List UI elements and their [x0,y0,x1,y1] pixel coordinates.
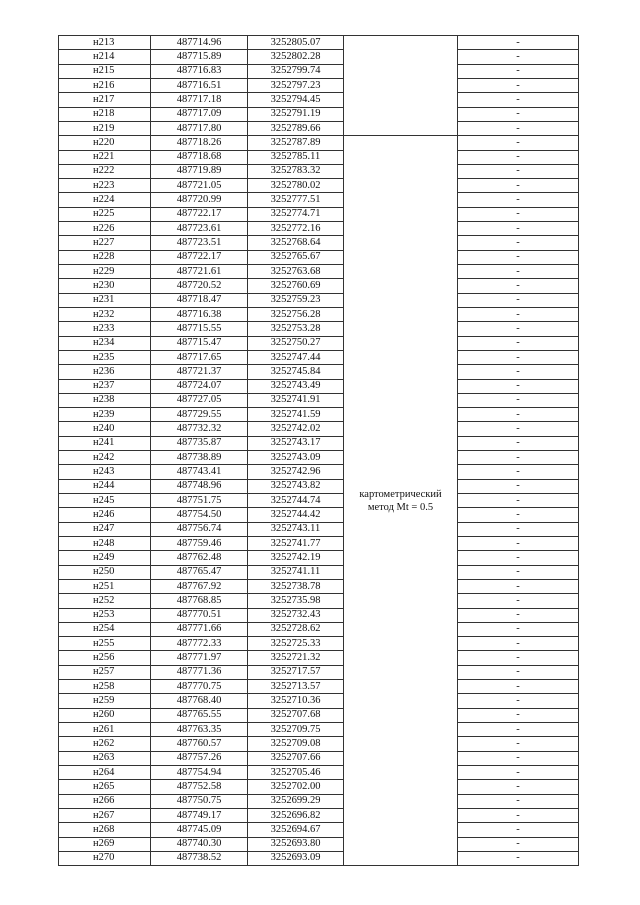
x-coordinate-cell: 487749.17 [151,808,248,822]
x-coordinate-cell: 487719.89 [151,164,248,178]
x-coordinate-cell: 487762.48 [151,551,248,565]
point-name-cell: н236 [59,365,151,379]
y-coordinate-cell: 3252738.78 [248,579,344,593]
y-coordinate-cell: 3252742.02 [248,422,344,436]
accuracy-cell: - [458,808,579,822]
point-name-cell: н238 [59,393,151,407]
x-coordinate-cell: 487715.47 [151,336,248,350]
accuracy-cell: - [458,78,579,92]
table-row [59,179,579,193]
accuracy-cell: - [458,637,579,651]
table-row [59,808,579,822]
table-row [59,594,579,608]
x-coordinate-cell: 487771.36 [151,665,248,679]
y-coordinate-cell: 3252742.19 [248,551,344,565]
x-coordinate-cell: 487722.17 [151,250,248,264]
y-coordinate-cell: 3252765.67 [248,250,344,264]
x-coordinate-cell: 487740.30 [151,837,248,851]
point-name-cell: н265 [59,780,151,794]
y-coordinate-cell: 3252797.23 [248,78,344,92]
table-row [59,365,579,379]
x-coordinate-cell: 487738.89 [151,451,248,465]
point-name-cell: н213 [59,36,151,50]
table-row [59,451,579,465]
accuracy-cell: - [458,579,579,593]
y-coordinate-cell: 3252750.27 [248,336,344,350]
accuracy-cell: - [458,236,579,250]
x-coordinate-cell: 487738.52 [151,851,248,865]
table-row [59,93,579,107]
y-coordinate-cell: 3252802.28 [248,50,344,64]
point-name-cell: н249 [59,551,151,565]
y-coordinate-cell: 3252768.64 [248,236,344,250]
table-row [59,336,579,350]
y-coordinate-cell: 3252789.66 [248,121,344,135]
x-coordinate-cell: 487724.07 [151,379,248,393]
table-row [59,780,579,794]
accuracy-cell: - [458,622,579,636]
x-coordinate-cell: 487732.32 [151,422,248,436]
x-coordinate-cell: 487772.33 [151,637,248,651]
x-coordinate-cell: 487727.05 [151,393,248,407]
point-name-cell: н246 [59,508,151,522]
table-row [59,508,579,522]
y-coordinate-cell: 3252728.62 [248,622,344,636]
y-coordinate-cell: 3252756.28 [248,307,344,321]
table-row [59,36,579,50]
x-coordinate-cell: 487757.26 [151,751,248,765]
table-row [59,436,579,450]
y-coordinate-cell: 3252744.42 [248,508,344,522]
x-coordinate-cell: 487768.40 [151,694,248,708]
table-row [59,565,579,579]
accuracy-cell: - [458,837,579,851]
table-row [59,765,579,779]
accuracy-cell: - [458,179,579,193]
table-row [59,737,579,751]
table-row [59,207,579,221]
y-coordinate-cell: 3252713.57 [248,680,344,694]
point-name-cell: н270 [59,851,151,865]
accuracy-cell: - [458,751,579,765]
table-row [59,680,579,694]
accuracy-cell: - [458,708,579,722]
x-coordinate-cell: 487754.50 [151,508,248,522]
y-coordinate-cell: 3252743.09 [248,451,344,465]
x-coordinate-cell: 487721.61 [151,265,248,279]
x-coordinate-cell: 487723.51 [151,236,248,250]
accuracy-cell: - [458,121,579,135]
table-row [59,136,579,150]
x-coordinate-cell: 487729.55 [151,408,248,422]
table-row [59,279,579,293]
table-row [59,479,579,493]
point-name-cell: н264 [59,765,151,779]
point-name-cell: н235 [59,350,151,364]
y-coordinate-cell: 3252763.68 [248,265,344,279]
x-coordinate-cell: 487771.66 [151,622,248,636]
y-coordinate-cell: 3252721.32 [248,651,344,665]
x-coordinate-cell: 487748.96 [151,479,248,493]
x-coordinate-cell: 487720.99 [151,193,248,207]
accuracy-cell: - [458,336,579,350]
table-row [59,536,579,550]
table-row [59,193,579,207]
table-row [59,78,579,92]
point-name-cell: н224 [59,193,151,207]
y-coordinate-cell: 3252747.44 [248,350,344,364]
x-coordinate-cell: 487723.61 [151,222,248,236]
x-coordinate-cell: 487750.75 [151,794,248,808]
x-coordinate-cell: 487716.51 [151,78,248,92]
table-row [59,823,579,837]
point-name-cell: н243 [59,465,151,479]
point-name-cell: н227 [59,236,151,250]
x-coordinate-cell: 487770.51 [151,608,248,622]
x-coordinate-cell: 487765.47 [151,565,248,579]
point-name-cell: н257 [59,665,151,679]
accuracy-cell: - [458,50,579,64]
point-name-cell: н267 [59,808,151,822]
point-name-cell: н226 [59,222,151,236]
x-coordinate-cell: 487771.97 [151,651,248,665]
y-coordinate-cell: 3252699.29 [248,794,344,808]
point-name-cell: н245 [59,494,151,508]
table-row [59,265,579,279]
point-name-cell: н221 [59,150,151,164]
accuracy-cell: - [458,508,579,522]
x-coordinate-cell: 487717.18 [151,93,248,107]
accuracy-cell: - [458,780,579,794]
table-row [59,250,579,264]
point-name-cell: н216 [59,78,151,92]
point-name-cell: н269 [59,837,151,851]
accuracy-cell: - [458,322,579,336]
accuracy-cell: - [458,207,579,221]
point-name-cell: н266 [59,794,151,808]
table-row [59,164,579,178]
y-coordinate-cell: 3252760.69 [248,279,344,293]
x-coordinate-cell: 487721.37 [151,365,248,379]
method-cell-top [344,36,458,136]
x-coordinate-cell: 487745.09 [151,823,248,837]
y-coordinate-cell: 3252735.98 [248,594,344,608]
table-row [59,422,579,436]
point-name-cell: н220 [59,136,151,150]
x-coordinate-cell: 487756.74 [151,522,248,536]
accuracy-cell: - [458,365,579,379]
table-row [59,794,579,808]
accuracy-cell: - [458,465,579,479]
table-row [59,694,579,708]
point-name-cell: н233 [59,322,151,336]
point-name-cell: н258 [59,680,151,694]
accuracy-cell: - [458,765,579,779]
x-coordinate-cell: 487735.87 [151,436,248,450]
x-coordinate-cell: 487767.92 [151,579,248,593]
accuracy-cell: - [458,494,579,508]
table-row [59,121,579,135]
y-coordinate-cell: 3252783.32 [248,164,344,178]
table-row [59,64,579,78]
point-name-cell: н214 [59,50,151,64]
accuracy-cell: - [458,150,579,164]
accuracy-cell: - [458,565,579,579]
table-row [59,222,579,236]
point-name-cell: н240 [59,422,151,436]
y-coordinate-cell: 3252709.75 [248,723,344,737]
method-cell: картометрический метод Mt = 0.5 [344,136,458,866]
table-row [59,379,579,393]
y-coordinate-cell: 3252794.45 [248,93,344,107]
point-name-cell: н253 [59,608,151,622]
point-name-cell: н237 [59,379,151,393]
y-coordinate-cell: 3252743.82 [248,479,344,493]
accuracy-cell: - [458,393,579,407]
y-coordinate-cell: 3252743.17 [248,436,344,450]
x-coordinate-cell: 487717.09 [151,107,248,121]
accuracy-cell: - [458,164,579,178]
accuracy-cell: - [458,594,579,608]
accuracy-cell: - [458,222,579,236]
point-name-cell: н248 [59,536,151,550]
table-row [59,837,579,851]
y-coordinate-cell: 3252741.11 [248,565,344,579]
y-coordinate-cell: 3252693.80 [248,837,344,851]
table-row [59,708,579,722]
table-row [59,751,579,765]
accuracy-cell: - [458,408,579,422]
y-coordinate-cell: 3252744.74 [248,494,344,508]
accuracy-cell: - [458,823,579,837]
x-coordinate-cell: 487718.26 [151,136,248,150]
table-row [59,150,579,164]
x-coordinate-cell: 487765.55 [151,708,248,722]
accuracy-cell: - [458,651,579,665]
x-coordinate-cell: 487743.41 [151,465,248,479]
accuracy-cell: - [458,723,579,737]
y-coordinate-cell: 3252774.71 [248,207,344,221]
accuracy-cell: - [458,265,579,279]
table-row [59,408,579,422]
accuracy-cell: - [458,279,579,293]
table-row [59,665,579,679]
x-coordinate-cell: 487720.52 [151,279,248,293]
point-name-cell: н225 [59,207,151,221]
point-name-cell: н256 [59,651,151,665]
table-row [59,579,579,593]
x-coordinate-cell: 487721.05 [151,179,248,193]
coordinates-table-body [59,36,579,866]
y-coordinate-cell: 3252696.82 [248,808,344,822]
y-coordinate-cell: 3252694.67 [248,823,344,837]
point-name-cell: н239 [59,408,151,422]
point-name-cell: н228 [59,250,151,264]
x-coordinate-cell: 487715.89 [151,50,248,64]
y-coordinate-cell: 3252693.09 [248,851,344,865]
accuracy-cell: - [458,250,579,264]
table-row [59,608,579,622]
point-name-cell: н250 [59,565,151,579]
table-row [59,494,579,508]
point-name-cell: н229 [59,265,151,279]
point-name-cell: н244 [59,479,151,493]
point-name-cell: н217 [59,93,151,107]
accuracy-cell: - [458,293,579,307]
point-name-cell: н260 [59,708,151,722]
y-coordinate-cell: 3252732.43 [248,608,344,622]
table-row [59,236,579,250]
accuracy-cell: - [458,737,579,751]
table-row [59,107,579,121]
accuracy-cell: - [458,680,579,694]
x-coordinate-cell: 487717.80 [151,121,248,135]
table-row [59,465,579,479]
point-name-cell: н259 [59,694,151,708]
y-coordinate-cell: 3252787.89 [248,136,344,150]
table-row [59,851,579,865]
y-coordinate-cell: 3252777.51 [248,193,344,207]
accuracy-cell: - [458,436,579,450]
point-name-cell: н251 [59,579,151,593]
point-name-cell: н231 [59,293,151,307]
table-row [59,651,579,665]
y-coordinate-cell: 3252780.02 [248,179,344,193]
accuracy-cell: - [458,64,579,78]
accuracy-cell: - [458,350,579,364]
point-name-cell: н222 [59,164,151,178]
table-row [59,307,579,321]
y-coordinate-cell: 3252791.19 [248,107,344,121]
accuracy-cell: - [458,422,579,436]
table-row [59,551,579,565]
x-coordinate-cell: 487714.96 [151,36,248,50]
accuracy-cell: - [458,307,579,321]
y-coordinate-cell: 3252742.96 [248,465,344,479]
point-name-cell: н262 [59,737,151,751]
point-name-cell: н255 [59,637,151,651]
x-coordinate-cell: 487716.83 [151,64,248,78]
point-name-cell: н223 [59,179,151,193]
y-coordinate-cell: 3252710.36 [248,694,344,708]
table-row [59,622,579,636]
y-coordinate-cell: 3252759.23 [248,293,344,307]
x-coordinate-cell: 487770.75 [151,680,248,694]
x-coordinate-cell: 487717.65 [151,350,248,364]
point-name-cell: н241 [59,436,151,450]
x-coordinate-cell: 487760.57 [151,737,248,751]
accuracy-cell: - [458,93,579,107]
x-coordinate-cell: 487768.85 [151,594,248,608]
point-name-cell: н254 [59,622,151,636]
y-coordinate-cell: 3252741.77 [248,536,344,550]
point-name-cell: н232 [59,307,151,321]
coordinates-table [58,35,579,866]
accuracy-cell: - [458,694,579,708]
accuracy-cell: - [458,479,579,493]
x-coordinate-cell: 487759.46 [151,536,248,550]
table-row [59,393,579,407]
accuracy-cell: - [458,36,579,50]
point-name-cell: н219 [59,121,151,135]
table-row [59,637,579,651]
y-coordinate-cell: 3252705.46 [248,765,344,779]
y-coordinate-cell: 3252707.68 [248,708,344,722]
point-name-cell: н234 [59,336,151,350]
accuracy-cell: - [458,379,579,393]
accuracy-cell: - [458,536,579,550]
accuracy-cell: - [458,451,579,465]
point-name-cell: н252 [59,594,151,608]
accuracy-cell: - [458,608,579,622]
point-name-cell: н230 [59,279,151,293]
x-coordinate-cell: 487754.94 [151,765,248,779]
y-coordinate-cell: 3252725.33 [248,637,344,651]
point-name-cell: н247 [59,522,151,536]
y-coordinate-cell: 3252805.07 [248,36,344,50]
y-coordinate-cell: 3252772.16 [248,222,344,236]
x-coordinate-cell: 487716.38 [151,307,248,321]
y-coordinate-cell: 3252741.59 [248,408,344,422]
accuracy-cell: - [458,107,579,121]
table-row [59,50,579,64]
point-name-cell: н261 [59,723,151,737]
table-row [59,322,579,336]
y-coordinate-cell: 3252743.11 [248,522,344,536]
accuracy-cell: - [458,136,579,150]
y-coordinate-cell: 3252799.74 [248,64,344,78]
x-coordinate-cell: 487763.35 [151,723,248,737]
y-coordinate-cell: 3252785.11 [248,150,344,164]
x-coordinate-cell: 487722.17 [151,207,248,221]
y-coordinate-cell: 3252745.84 [248,365,344,379]
x-coordinate-cell: 487752.58 [151,780,248,794]
x-coordinate-cell: 487715.55 [151,322,248,336]
point-name-cell: н218 [59,107,151,121]
table-row [59,350,579,364]
accuracy-cell: - [458,851,579,865]
y-coordinate-cell: 3252709.08 [248,737,344,751]
x-coordinate-cell: 487718.68 [151,150,248,164]
accuracy-cell: - [458,794,579,808]
x-coordinate-cell: 487751.75 [151,494,248,508]
x-coordinate-cell: 487718.47 [151,293,248,307]
accuracy-cell: - [458,551,579,565]
y-coordinate-cell: 3252717.57 [248,665,344,679]
point-name-cell: н268 [59,823,151,837]
point-name-cell: н263 [59,751,151,765]
point-name-cell: н242 [59,451,151,465]
accuracy-cell: - [458,665,579,679]
y-coordinate-cell: 3252707.66 [248,751,344,765]
accuracy-cell: - [458,193,579,207]
accuracy-cell: - [458,522,579,536]
y-coordinate-cell: 3252702.00 [248,780,344,794]
point-name-cell: н215 [59,64,151,78]
table-row [59,293,579,307]
table-row [59,723,579,737]
y-coordinate-cell: 3252741.91 [248,393,344,407]
y-coordinate-cell: 3252753.28 [248,322,344,336]
y-coordinate-cell: 3252743.49 [248,379,344,393]
table-row [59,522,579,536]
